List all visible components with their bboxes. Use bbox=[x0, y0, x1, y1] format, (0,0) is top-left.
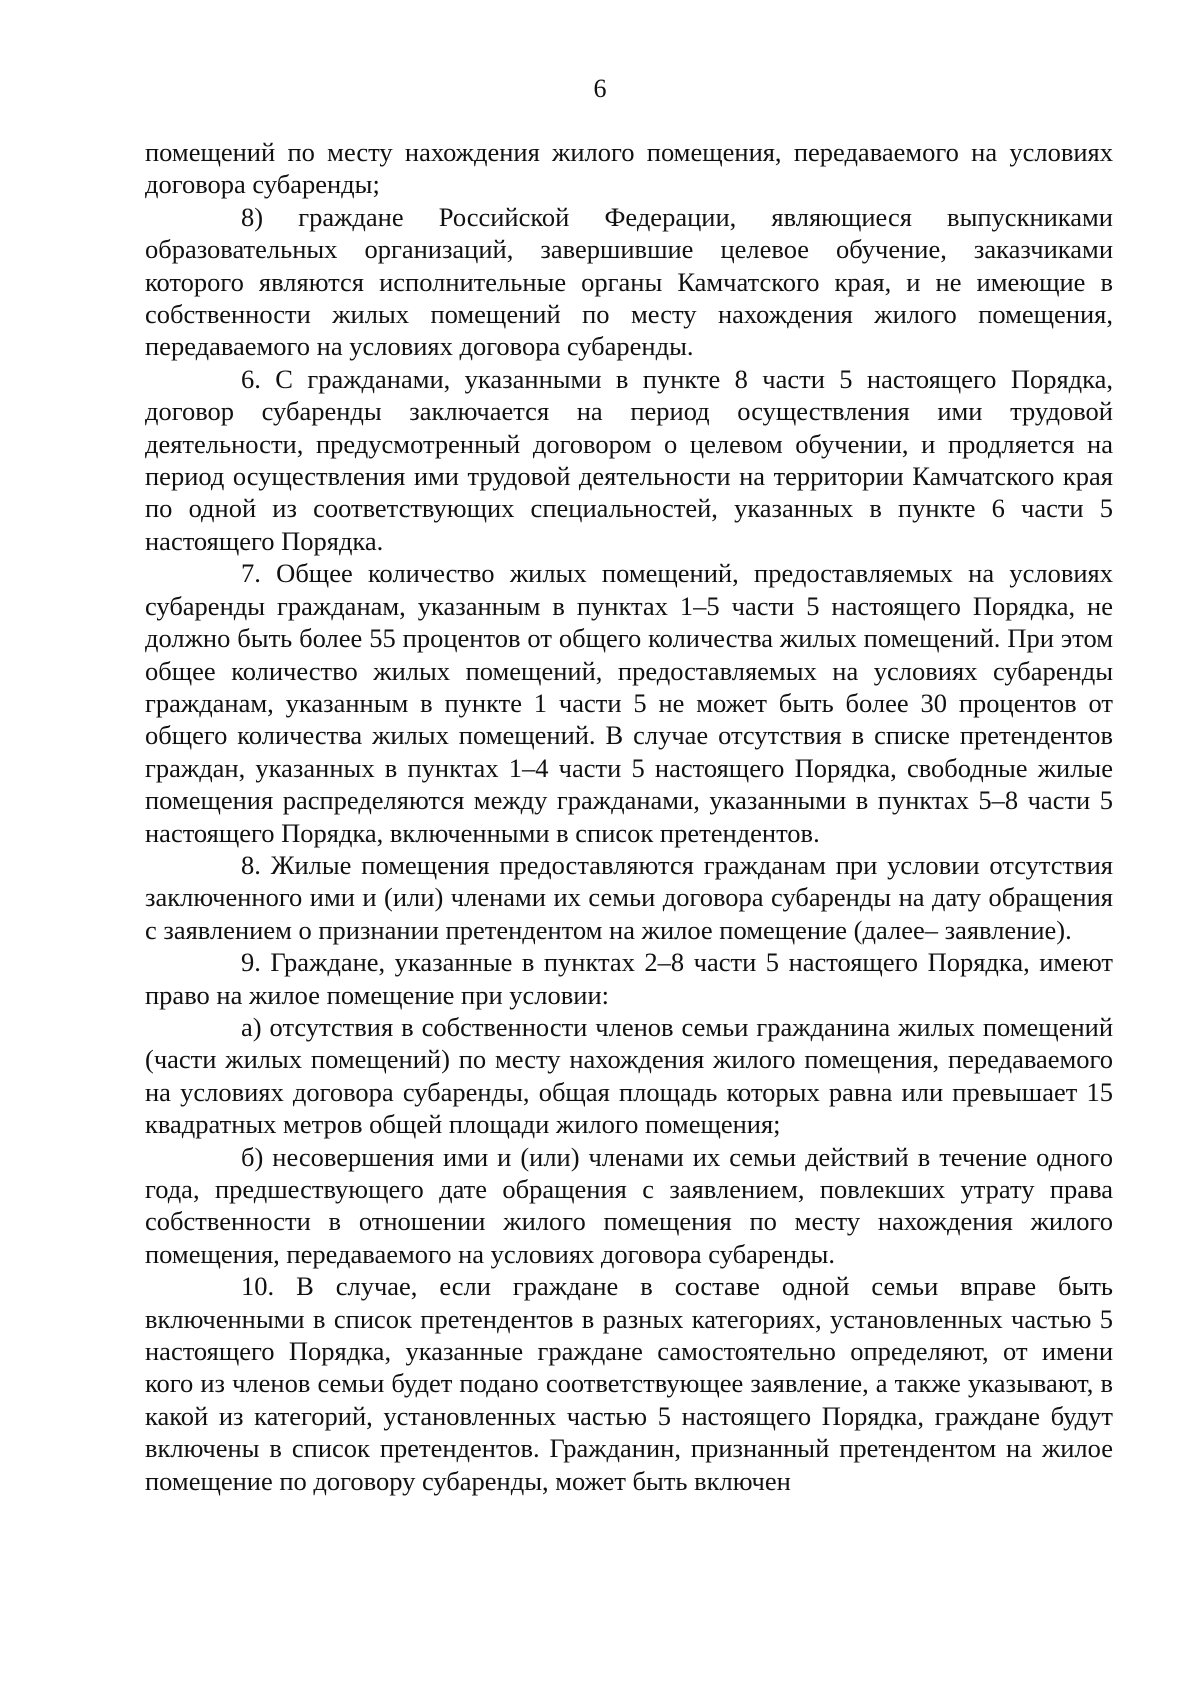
paragraph-continuation: помещений по месту нахождения жилого помещения, передаваемого на условиях договора субаренды; bbox=[145, 137, 1113, 200]
document-body bbox=[145, 136, 1113, 1497]
paragraph-item-8: 8) граждане Российской Федерации, являющиеся выпускниками образовательных организаций, завершившие целевое обучение, заказчиками которого являются исполнительные органы Камчатского края, и не имеющие в собственности жилых помещений по месту нахождения жилого помещения, передаваемого на условиях договора субаренды. bbox=[145, 201, 1113, 362]
paragraph-clause-7: 7. Общее количество жилых помещений, предоставляемых на условиях субаренды гражданам, указанным в пунктах 1–5 части 5 настоящего Порядка, не должно быть более 55 процентов от общего количества жилых помещений. При этом общее количество жилых помещений, предоставляемых на условиях субаренды гражданам, указанным в пункте 1 части 5 не может быть более 30 процентов от общего количества жилых помещений. В случае отсутствия в списке претендентов граждан, указанных в пунктах 1–4 части 5 настоящего Порядка, свободные жилые помещения распределяются между гражданами, указанными в пунктах 5–8 части 5 настоящего Порядка, включенными в список претендентов. bbox=[145, 558, 1113, 848]
paragraph-clause-10: 10. В случае, если граждане в составе одной семьи вправе быть включенными в список претендентов в разных категориях, установленных частью 5 настоящего Порядка, указанные граждане самостоятельно определяют, от имени кого из членов семьи будет подано соответствующее заявление, а также указывают, в какой из категорий, установленных частью 5 настоящего Порядка, граждане будут включены в список претендентов. Гражданин, признанный претендентом на жилое помещение по договору субаренды, может быть включен bbox=[145, 1271, 1113, 1496]
paragraph-clause-9: 9. Граждане, указанные в пунктах 2–8 части 5 настоящего Порядка, имеют право на жилое помещение при условии: bbox=[145, 947, 1113, 1010]
paragraph-subitem-b: б) несовершения ими и (или) членами их семьи действий в течение одного года, предшествующего дате обращения с заявлением, повлекших утрату права собственности в отношении жилого помещения по месту нахождения жилого помещения, передаваемого на условиях договора субаренды. bbox=[145, 1141, 1113, 1269]
paragraph-subitem-a: а) отсутствия в собственности членов семьи гражданина жилых помещений (части жилых помещений) по месту нахождения жилого помещения, передаваемого на условиях договора субаренды, общая площадь которых равна или превышает 15 квадратных метров общей площади жилого помещения; bbox=[145, 1011, 1113, 1140]
page-number: 6 bbox=[593, 74, 607, 103]
paragraph-clause-6: 6. С гражданами, указанными в пункте 8 части 5 настоящего Порядка, договор субаренды заключается на период осуществления ими трудовой деятельности, предусмотренный договором о целевом обучении, и продляется на период осуществления ими трудовой деятельности на территории Камчатского края по одной из соответствующих специальностей, указанных в пункте 6 части 5 настоящего Порядка. bbox=[145, 363, 1113, 556]
paragraph-clause-8: 8. Жилые помещения предоставляются гражданам при условии отсутствия заключенного ими и (или) членами их семьи договора субаренды на дату обращения с заявлением о признании претендентом на жилое помещение (далее– заявление). bbox=[145, 849, 1113, 945]
